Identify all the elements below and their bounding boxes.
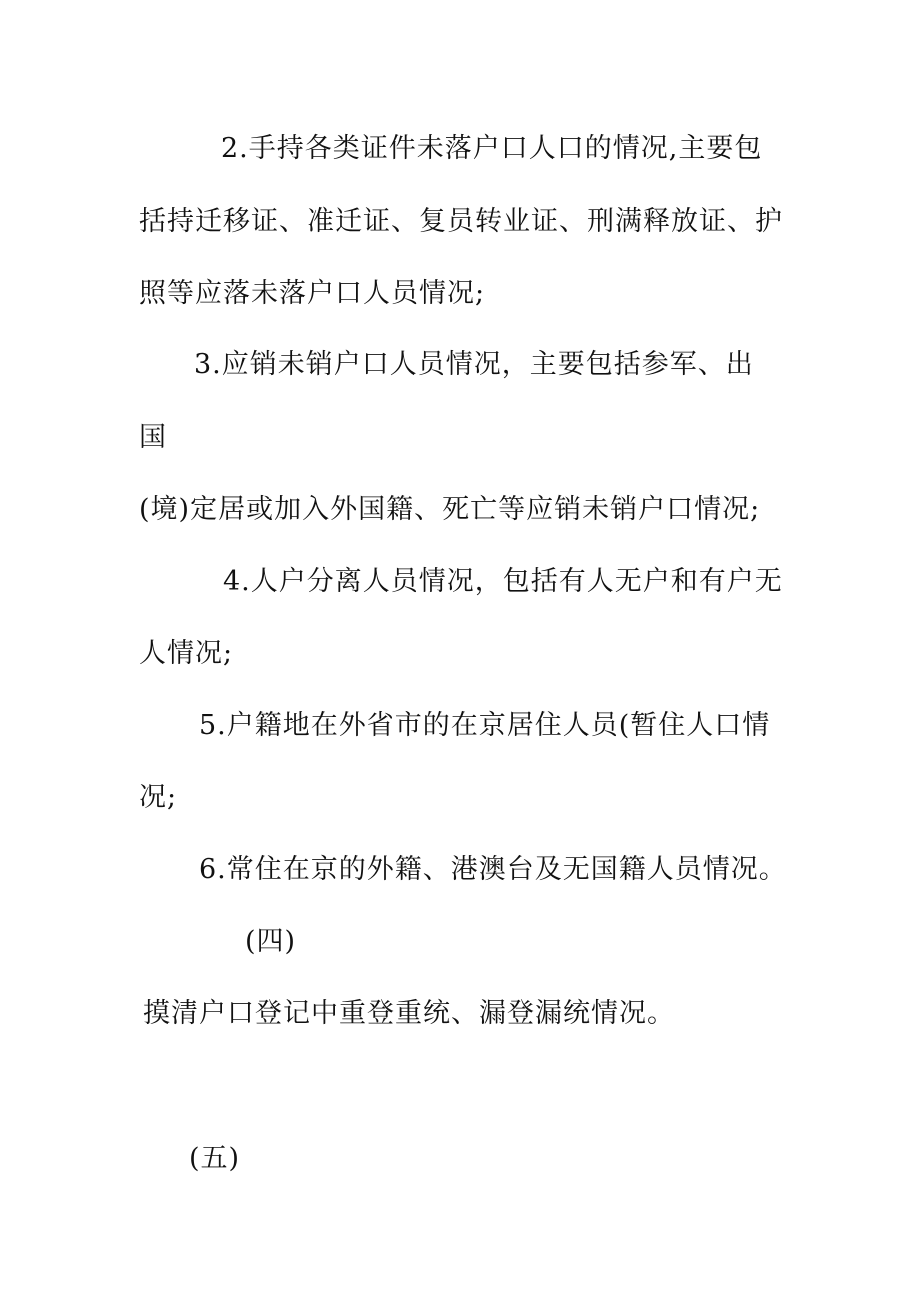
paragraph-line-6: (境)定居或加入外国籍、死亡等应销未销户口情况; <box>139 494 761 525</box>
paragraph-line-4: 3.应销未销户口人员情况，主要包括参军、出 <box>194 349 754 380</box>
paragraph-line-3: 照等应落未落户口人员情况; <box>139 278 486 309</box>
paragraph-line-7: 4.人户分离人员情况，包括有人无户和有户无 <box>223 566 783 597</box>
paragraph-line-5: 国 <box>139 422 167 453</box>
section-heading-four: (四) <box>245 926 297 957</box>
paragraph-line-9: 5.户籍地在外省市的在京居住人员(暂住人口情 <box>199 710 771 741</box>
section-heading-five: (五) <box>189 1143 241 1174</box>
paragraph-line-11: 6.常住在京的外籍、港澳台及无国籍人员情况。 <box>199 854 787 885</box>
paragraph-line-13: 摸清户口登记中重登重统、漏登漏统情况。 <box>143 998 675 1029</box>
paragraph-line-8: 人情况; <box>139 638 234 669</box>
paragraph-line-1: 2.手持各类证件未落户口人口的情况,主要包 <box>221 133 763 164</box>
paragraph-line-10: 况; <box>139 782 178 813</box>
paragraph-line-2: 括持迁移证、准迁证、复员转业证、刑满释放证、护 <box>139 206 783 237</box>
